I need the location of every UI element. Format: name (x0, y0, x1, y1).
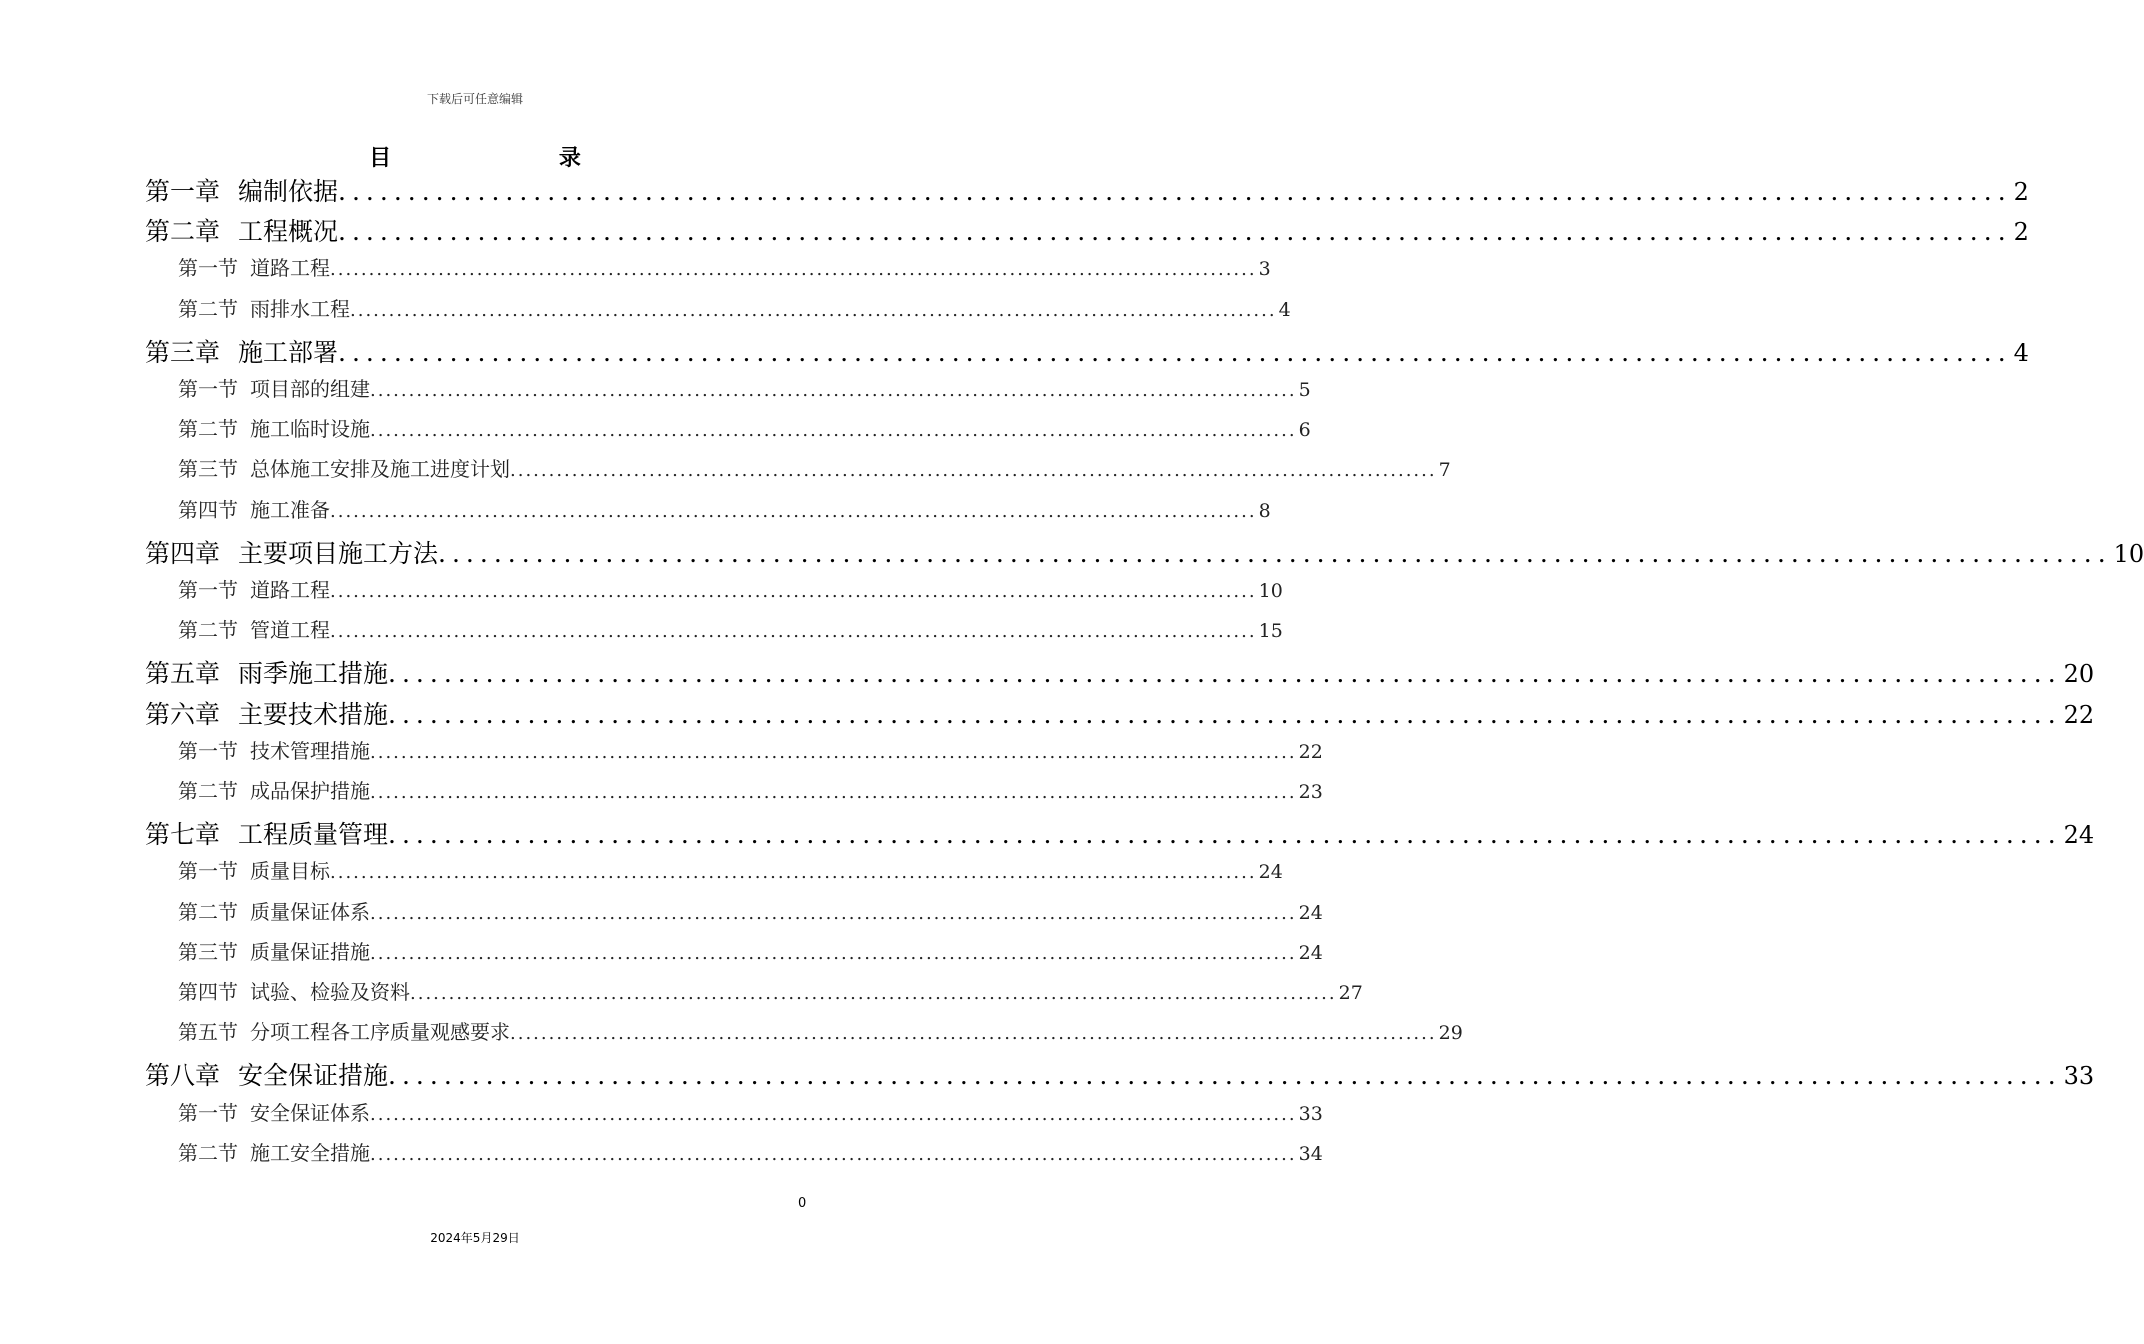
toc-entry-number: 第一节 (178, 256, 238, 281)
toc-chapter-row[interactable] (145, 212, 2029, 252)
toc-chapter-row[interactable] (145, 1056, 2095, 1096)
toc-leader-dots: ........................................................................................................................ (370, 741, 1297, 763)
toc-entry-number: 第一节 (178, 578, 238, 602)
toc-entry-number: 第四章 (145, 538, 221, 568)
toc-entry-title: 道路工程 (250, 578, 330, 602)
toc-leader-dots: ........................................................................................................................ (370, 782, 1297, 803)
toc-leader-dots: ........................................................................................................................ (438, 538, 2112, 568)
toc-entry-title: 质量保证体系 (250, 899, 370, 924)
toc-entry-number: 第一章 (145, 177, 221, 206)
toc-page-number: 24 (1298, 901, 1323, 924)
toc-entry-title: 主要项目施工方法 (238, 538, 439, 568)
toc-page-number: 20 (2063, 660, 2095, 689)
toc-entry-number: 第二节 (178, 296, 238, 321)
toc-leader-dots: ........................................................................................................................ (350, 299, 1277, 321)
toc-section-row[interactable] (178, 453, 1451, 493)
toc-leader-dots: ........................................................................................................................ (388, 659, 2062, 689)
toc-entry-title: 总体施工安排及施工进度计划 (250, 457, 510, 482)
toc-entry-number: 第一节 (178, 1100, 238, 1125)
toc-entry-number: 第五章 (145, 659, 221, 689)
toc-page-number: 22 (1298, 740, 1323, 763)
toc-entry-title: 工程质量管理 (238, 820, 389, 850)
toc-leader-dots: ........................................................................................................................ (330, 581, 1257, 602)
toc-page-number: 23 (1298, 781, 1323, 803)
toc-entry-title: 质量目标 (250, 859, 330, 884)
toc-section-row[interactable] (178, 936, 1323, 976)
toc-entry-title: 雨季施工措施 (238, 659, 389, 689)
toc-entry-number: 第三节 (178, 457, 238, 482)
toc-page-number: 33 (1298, 1102, 1323, 1125)
toc-leader-dots: ........................................................................................................................ (330, 862, 1257, 884)
toc-page-number: 10 (2113, 539, 2144, 568)
toc-entry-title: 编制依据 (238, 177, 339, 206)
header-note: 下载后可任意编辑 (426, 92, 523, 106)
toc-leader-dots: ........................................................................................................................ (510, 1023, 1437, 1045)
toc-page-number: 10 (1258, 580, 1283, 602)
toc-section-row[interactable] (178, 775, 1323, 815)
toc-page-number: 27 (1338, 982, 1363, 1004)
toc-section-row[interactable] (178, 574, 1283, 614)
toc-page-number: 2 (2013, 178, 2029, 206)
toc-title: 目 录 (369, 146, 661, 171)
toc-leader-dots: ........................................................................................................................ (370, 1143, 1297, 1165)
toc-leader-dots: ........................................................................................................................ (338, 217, 2012, 247)
toc-chapter-row[interactable] (145, 333, 2029, 373)
toc-entry-title: 技术管理措施 (250, 738, 370, 763)
toc-entry-number: 第三节 (178, 939, 238, 964)
toc-section-row[interactable] (178, 413, 1311, 453)
toc-entry-number: 第二节 (178, 779, 238, 803)
toc-entry-title: 施工部署 (238, 337, 339, 367)
toc-leader-dots: ........................................................................................................................ (388, 699, 2062, 729)
toc-page-number: 24 (1298, 941, 1323, 964)
toc-leader-dots: ........................................................................................................................ (330, 621, 1257, 643)
toc-page-number: 5 (1298, 379, 1311, 401)
toc-entry-title: 道路工程 (250, 256, 330, 281)
toc-leader-dots: ........................................................................................................................ (388, 1061, 2062, 1091)
toc-page-number: 33 (2063, 1062, 2095, 1091)
toc-page-number: 8 (1258, 499, 1271, 522)
toc-page-number: 4 (2013, 338, 2029, 367)
toc-entry-title: 施工临时设施 (250, 417, 370, 442)
toc-page-number: 3 (1258, 258, 1271, 281)
toc-page-number: 34 (1298, 1142, 1323, 1165)
toc-leader-dots: ........................................................................................................................ (388, 820, 2062, 850)
toc-entry-title: 试验、检验及资料 (250, 980, 410, 1004)
toc-chapter-row[interactable] (145, 534, 2144, 574)
toc-entry-number: 第二节 (178, 417, 238, 442)
toc-entry-title: 质量保证措施 (250, 939, 370, 964)
toc-page-number: 4 (1278, 298, 1291, 321)
toc-page-number: 24 (2063, 821, 2095, 850)
toc-page-number: 6 (1298, 419, 1311, 442)
toc-section-row[interactable] (178, 614, 1283, 654)
toc-page-number: 29 (1438, 1022, 1463, 1045)
toc-entry-title: 安全保证措施 (238, 1061, 389, 1091)
toc-entry-number: 第二节 (178, 899, 238, 924)
toc-page-number: 2 (2013, 218, 2029, 247)
toc-section-row[interactable] (178, 855, 1283, 895)
toc-entry-title: 分项工程各工序质量观感要求 (250, 1020, 510, 1045)
toc-entry-number: 第二章 (145, 217, 221, 247)
toc-entry-title: 成品保护措施 (250, 779, 370, 803)
toc-page-number: 24 (1258, 861, 1283, 884)
toc-leader-dots: ........................................................................................................................ (370, 1103, 1297, 1125)
toc-entry-number: 第二节 (178, 618, 238, 643)
toc-chapter-row[interactable] (145, 695, 2095, 735)
toc-entry-number: 第七章 (145, 820, 221, 850)
toc-section-row[interactable] (178, 252, 1271, 292)
footer-date: 2024年5月29日 (430, 1231, 520, 1245)
toc-entry-title: 施工准备 (250, 497, 330, 522)
toc-entry-number: 第三章 (145, 337, 221, 367)
toc-entry-title: 安全保证体系 (250, 1100, 370, 1125)
toc-entry-title: 主要技术措施 (238, 699, 389, 729)
toc-leader-dots: ........................................................................................................................ (410, 983, 1337, 1004)
toc-entry-number: 第一节 (178, 738, 238, 763)
toc-leader-dots: ........................................................................................................................ (370, 902, 1297, 924)
toc-entry-number: 第四节 (178, 980, 238, 1004)
toc-section-row[interactable] (178, 735, 1323, 775)
toc-section-row[interactable] (178, 1016, 1463, 1056)
toc-leader-dots: ........................................................................................................................ (370, 380, 1297, 401)
toc-entry-number: 第二节 (178, 1140, 238, 1165)
toc-entry-number: 第一节 (178, 377, 238, 401)
toc-entry-number: 第八章 (145, 1061, 221, 1091)
toc-leader-dots: ........................................................................................................................ (330, 259, 1257, 281)
toc-entry-title: 施工安全措施 (250, 1140, 370, 1165)
toc-leader-dots: ........................................................................................................................ (370, 420, 1297, 442)
toc-page-number: 22 (2063, 700, 2095, 729)
toc-entry-title: 管道工程 (250, 618, 330, 643)
toc-entry-title: 雨排水工程 (250, 296, 350, 321)
toc-chapter-row[interactable] (145, 654, 2095, 694)
toc-section-row[interactable] (178, 293, 1291, 333)
toc-section-row[interactable] (178, 1137, 1323, 1177)
toc-leader-dots: ........................................................................................................................ (330, 500, 1257, 522)
toc-section-row[interactable] (178, 1097, 1323, 1137)
toc-chapter-row[interactable] (145, 815, 2095, 855)
toc-entry-title: 工程概况 (238, 217, 339, 247)
toc-leader-dots: ........................................................................................................................ (338, 177, 2012, 206)
toc-section-row[interactable] (178, 976, 1363, 1016)
toc-page-number: 7 (1438, 459, 1451, 482)
toc-entry-number: 第一节 (178, 859, 238, 884)
toc-section-row[interactable] (178, 896, 1323, 936)
toc-chapter-row[interactable] (145, 172, 2029, 212)
toc-entry-number: 第五节 (178, 1020, 238, 1045)
toc-entry-title: 项目部的组建 (250, 377, 370, 401)
page-number: 0 (798, 1196, 807, 1211)
toc-leader-dots: ........................................................................................................................ (510, 460, 1437, 482)
toc-entry-number: 第四节 (178, 497, 238, 522)
toc-page-number: 15 (1258, 620, 1283, 643)
toc-leader-dots: ........................................................................................................................ (338, 337, 2012, 367)
toc-leader-dots: ........................................................................................................................ (370, 942, 1297, 964)
toc-section-row[interactable] (178, 373, 1311, 413)
toc-entry-number: 第六章 (145, 699, 221, 729)
toc-section-row[interactable] (178, 494, 1271, 534)
